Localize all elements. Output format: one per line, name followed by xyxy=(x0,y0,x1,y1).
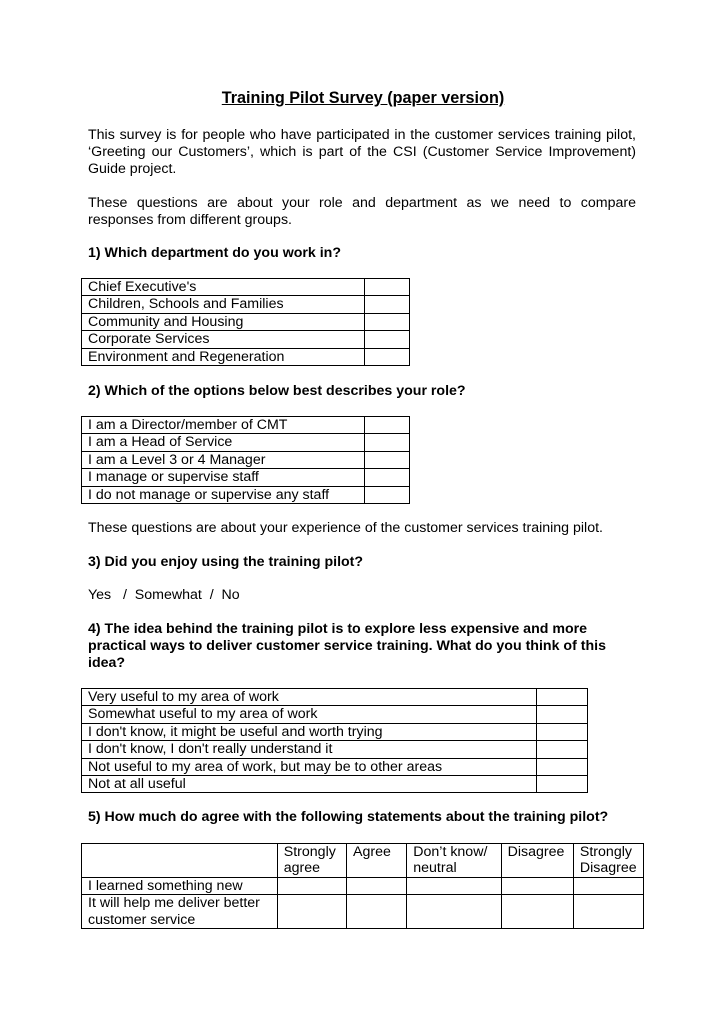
table-row xyxy=(82,331,410,348)
question-2: 2) Which of the options below best describes your role? xyxy=(88,383,466,399)
header-cell: Strongly agree xyxy=(277,844,346,878)
page-title: Training Pilot Survey (paper version) xyxy=(221,89,505,107)
checkbox-cell[interactable] xyxy=(365,348,410,365)
header-cell: Agree xyxy=(347,844,407,878)
table-header-row xyxy=(82,844,644,878)
table-row xyxy=(82,689,588,706)
rating-cell[interactable] xyxy=(501,895,573,929)
agreement-table xyxy=(81,843,644,929)
option-label: Very useful to my area of work xyxy=(82,689,537,706)
checkbox-cell[interactable] xyxy=(537,741,588,758)
table-row xyxy=(82,279,410,296)
table-row xyxy=(82,469,410,486)
option-label: I am a Head of Service xyxy=(82,434,365,451)
table-row xyxy=(82,417,410,434)
checkbox-cell[interactable] xyxy=(365,279,410,296)
table-row xyxy=(82,723,588,740)
table-row xyxy=(82,296,410,313)
checkbox-cell[interactable] xyxy=(537,689,588,706)
role-table xyxy=(81,416,410,504)
section2-intro: These questions are about your experience of the customer services training pilot. xyxy=(88,520,603,536)
rating-cell[interactable] xyxy=(347,877,407,894)
option-label: I don't know, I don't really understand it xyxy=(82,741,537,758)
option-label: I am a Director/member of CMT xyxy=(82,417,365,434)
table-row xyxy=(82,758,588,775)
checkbox-cell[interactable] xyxy=(365,434,410,451)
option-label: Corporate Services xyxy=(82,331,365,348)
checkbox-cell[interactable] xyxy=(365,451,410,468)
checkbox-cell[interactable] xyxy=(365,313,410,330)
option-label: Not at all useful xyxy=(82,776,537,793)
table-row xyxy=(82,451,410,468)
table-row xyxy=(82,895,644,929)
table-row xyxy=(82,877,644,894)
header-cell: Don’t know/ neutral xyxy=(407,844,501,878)
rating-cell[interactable] xyxy=(277,895,346,929)
rating-cell[interactable] xyxy=(501,877,573,894)
option-label: I do not manage or supervise any staff xyxy=(82,486,365,503)
header-cell: Strongly Disagree xyxy=(573,844,643,878)
statement-label: I learned something new xyxy=(82,877,278,894)
checkbox-cell[interactable] xyxy=(537,706,588,723)
option-label: Environment and Regeneration xyxy=(82,348,365,365)
option-label: Chief Executive's xyxy=(82,279,365,296)
rating-cell[interactable] xyxy=(347,895,407,929)
option-label: Community and Housing xyxy=(82,313,365,330)
table-row xyxy=(82,313,410,330)
checkbox-cell[interactable] xyxy=(365,469,410,486)
header-cell: Disagree xyxy=(501,844,573,878)
rating-cell[interactable] xyxy=(573,895,643,929)
option-label: I manage or supervise staff xyxy=(82,469,365,486)
checkbox-cell[interactable] xyxy=(365,486,410,503)
checkbox-cell[interactable] xyxy=(537,723,588,740)
option-label: Somewhat useful to my area of work xyxy=(82,706,537,723)
table-row xyxy=(82,348,410,365)
rating-cell[interactable] xyxy=(407,877,501,894)
checkbox-cell[interactable] xyxy=(365,296,410,313)
checkbox-cell[interactable] xyxy=(537,758,588,775)
rating-cell[interactable] xyxy=(277,877,346,894)
idea-opinion-table xyxy=(81,688,588,793)
intro-paragraph: This survey is for people who have participated in the customer services training pilot, ‘Greeting our Customers’, which is part of the CSI (Customer Service Improvement) Guide project. xyxy=(88,127,636,177)
department-table xyxy=(81,278,410,366)
table-row xyxy=(82,434,410,451)
checkbox-cell[interactable] xyxy=(537,776,588,793)
question-3: 3) Did you enjoy using the training pilot? xyxy=(88,554,364,570)
checkbox-cell[interactable] xyxy=(365,331,410,348)
table-row xyxy=(82,741,588,758)
q3-answer-options[interactable]: Yes / Somewhat / No xyxy=(88,587,240,603)
table-row xyxy=(82,776,588,793)
table-row xyxy=(82,706,588,723)
option-label: Not useful to my area of work, but may be to other areas xyxy=(82,758,537,775)
rating-cell[interactable] xyxy=(573,877,643,894)
checkbox-cell[interactable] xyxy=(365,417,410,434)
option-label: Children, Schools and Families xyxy=(82,296,365,313)
question-1: 1) Which department do you work in? xyxy=(88,245,342,261)
statement-label: It will help me deliver better customer service xyxy=(82,895,278,929)
option-label: I don't know, it might be useful and worth trying xyxy=(82,723,537,740)
header-cell xyxy=(82,844,278,878)
rating-cell[interactable] xyxy=(407,895,501,929)
section1-intro: These questions are about your role and department as we need to compare responses from different groups. xyxy=(88,195,636,228)
table-row xyxy=(82,486,410,503)
option-label: I am a Level 3 or 4 Manager xyxy=(82,451,365,468)
question-5: 5) How much do agree with the following statements about the training pilot? xyxy=(88,809,609,825)
question-4: 4) The idea behind the training pilot is to explore less expensive and more practical ways to deliver customer service training. What do you think of this idea? xyxy=(88,621,606,671)
